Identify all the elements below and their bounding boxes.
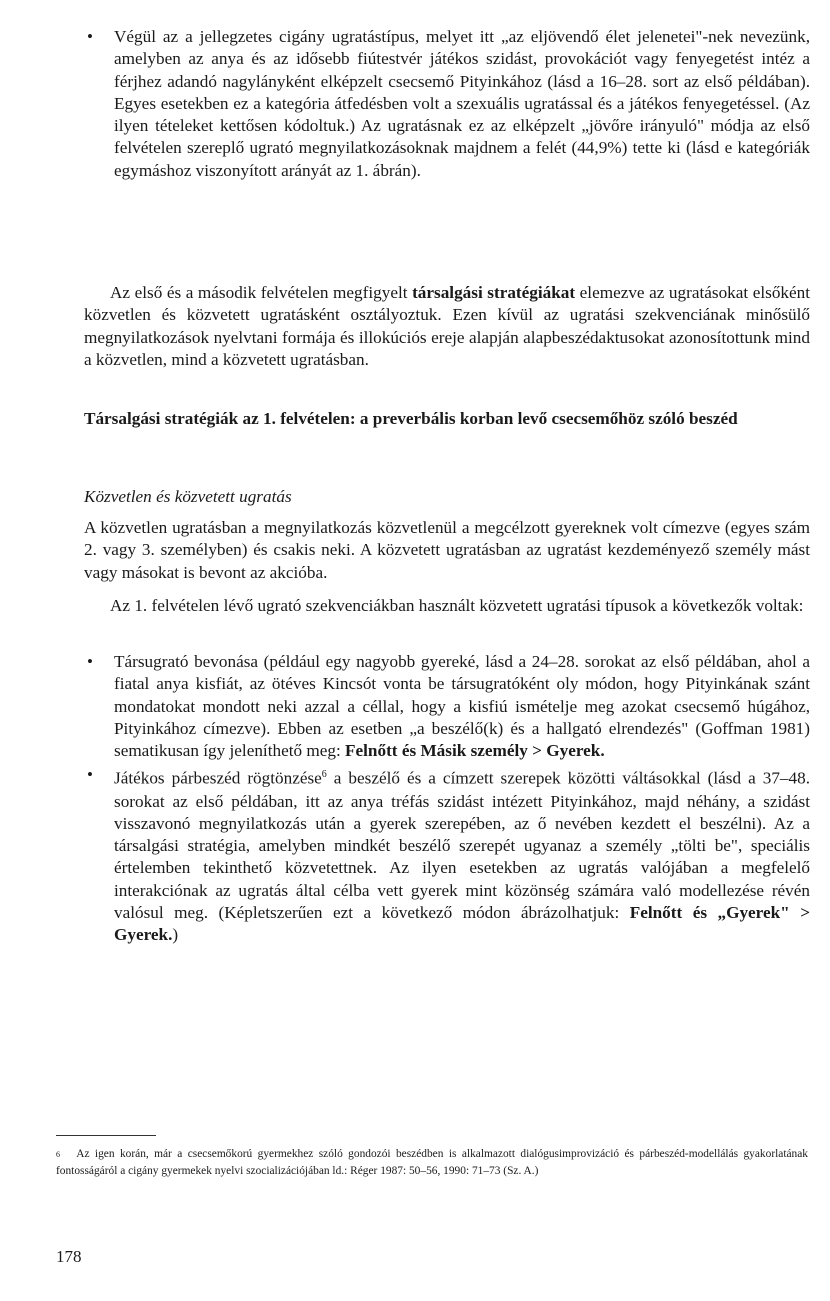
list-item [84,651,810,762]
bold-formula: Felnőtt és „Gyerek" > Gyerek. [114,903,810,945]
page-number: 178 [56,1247,82,1266]
paragraph-strategies [84,282,810,371]
bullet-text: Végül az a jellegzetes cigány ugratástípus, melyet itt „az eljövendő élet jelenetei"-nek nevezünk, amelyben az anya és az idősebb fiútestvér játékos szidást, provokációt vagy fenyegetést intéz a férjhez adandó nagylányként elképzelt csecsemő Pityinkához (lásd a 16–28. sort az első példában). Egyes esetekben ez a kategória átfedésben volt a szexuális ugratással és a játékos fenyegetéssel. (Az ilyen tételeket kettősen kódoltuk.) Az ugratásnak ez az elképzelt „jövőre irányuló" módja az első felvételen szereplő ugrató megnyilatkozásoknak majdnem a felét (44,9%) tette ki (lásd e kategóriák egymáshoz viszonyított arányát az 1. ábrán). [114,27,810,180]
paragraph-types: Az 1. felvételen lévő ugrató szekvenciákban használt közvetett ugratási típusok a következők voltak: [110,596,804,615]
bullet-text: Játékos párbeszéd rögtönzése [114,769,322,789]
subsection-heading: Közvetlen és közvetett ugratás [84,487,292,506]
bold-term: társalgási stratégiákat [412,283,576,302]
bullet-text: ) [172,925,179,945]
bullet-list-top [84,26,810,182]
paragraph-direct: A közvetlen ugratásban a megnyilatkozás közvetlenül a megcélzott gyereknek volt címezve (egyes szám 2. vagy 3. személyben) és csakis neki. A közvetett ugratásban az ugratást kezdeményező személy mást vagy másokat is bevont az akcióba. [84,518,810,582]
bullet-text: a beszélő és a címzett szerepek közötti váltásokkal (lásd a 37–48. sorokat az első példában, itt az anya tréfás szidást intézett Pityinkához, majd néhány, a szidást visszavonó megnyilatkozás után a gyerek szerepében, az ő nevében kezdett el beszélni). Az a társalgási stratégia, amelyben mindkét beszélő szerepét ugyanaz a személy „tölti be", speciális értelemben tekinthető közvetettnek. Az ilyen esetekben az ugratás valójában a megfelelő interakciónak az ugratás által célba vett gyerek mint közönség számára való modellezése révén valósul meg. (Képletszerűen ezt a következő módon ábrázolhatjuk: [114,769,810,922]
footnote-mark: 6 [56,1150,60,1159]
bullet-icon: • [87,765,93,785]
list-item [84,26,810,182]
footnote [56,1146,808,1180]
bullet-list-types [84,651,810,947]
section-heading: Társalgási stratégiák az 1. felvételen: a preverbális korban levő csecsemőhöz szóló beszéd [84,409,738,428]
list-item [84,764,810,946]
bold-formula: Felnőtt és Másik személy > Gyerek. [345,741,605,761]
bullet-icon: • [87,27,93,46]
footnote-text: Az igen korán, már a csecsemőkorú gyermekhez szóló gondozói beszédben is alkalmazott dialógusimprovizáció és párbeszéd-modellálás gyakorlatának fontosságáról a cigány gyermekek nyelvi szocializációjában ld.: Réger 1987: 50–56, 1990: 71–73 (Sz. A.) [56,1148,808,1177]
bullet-text: Társugrató bevonása (például egy nagyobb gyereké, lásd a 24–28. sorokat az első példában, ahol a fiatal anya kisfiát, az ötéves Kincsót vonta be társugratóként oly módon, hogy Pityinkának szánt mondatokat mondott neki azzal a céllal, hogy a kisfiú ismételje meg azokat csecsemő húgához, Pityinkához címezve). Ebben az esetben „a beszélő(k) és a hallgató elrendezés" (Goffman 1981) sematikusan így jeleníthető meg: [114,652,810,761]
bullet-icon: • [87,652,93,671]
paragraph-text: Az első és a második felvételen megfigyelt [110,283,413,302]
footnote-ref[interactable]: 6 [321,769,327,781]
footnote-divider [56,1135,156,1136]
paragraph-text: elemezve az ugratásokat elsőként közvetlen és közvetett ugratásként osztályoztuk. Ezen kívül az ugratási szekvenciának minősülő megnyilatkozások nyelvtani formája és illokúciós ereje alapján alapbeszédaktusokat azonosítottunk mind a közvetlen, mind a közvetett ugratásban. [84,283,810,369]
